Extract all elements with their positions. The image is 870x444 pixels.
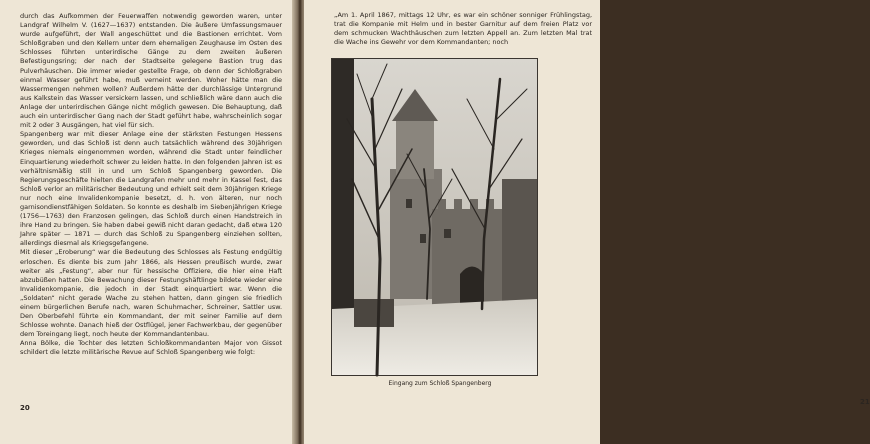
castle-entrance-photo xyxy=(331,58,538,376)
left-page-text xyxy=(20,12,282,358)
photo-caption: Eingang zum Schloß Spangenberg xyxy=(388,380,492,387)
paragraph: „Am 1. April 1867, mittags 12 Uhr, es war ein schöner sonniger Frühlingstag, trat die Kompanie mit Helm und in bester Garnitur auf dem freien Platz vor dem schmucken Wachthäuschen zum letzten Appell an. Zum letzten Mal trat die Wache ins Gewehr vor dem Kommandanten; noch xyxy=(334,11,592,47)
paragraph: Mit dieser „Eroberung“ war die Bedeutung des Schlosses als Festung endgültig erloschen. Es diente bis zum Jahr 1866, als Hessen preußisch wurde, zwar weiter als „Festung“, aber nur für hessische Offiziere, die hier eine Haft abzubüßen hatten. Die Bewachung dieser Festungshäftlinge bildete wieder eine Invalidenkompanie, die jedoch in der Stadt einquartiert war. Wenn die „Soldaten“ nicht gerade Wache zu stehen hatten, dann gingen sie friedlich einem bürgerlichen Berufe nach, waren Schuhmacher, Schreiner, Sattler usw. Den Oberbefehl führte ein Kommandant, der mit seiner Familie auf dem Schlosse wohnte. Danach hieß der Ostflügel, jener Fachwerkbau, der gegenüber dem Toreingang liegt, noch heute der Kommandantenbau. xyxy=(20,248,282,339)
paragraph: Anna Bölke, die Tochter des letzten Schloßkommandanten Major von Gissot schildert die letzte militärische Revue auf Schloß Spangenberg wie folgt: xyxy=(20,339,282,357)
left-page xyxy=(0,0,296,444)
right-page-text xyxy=(334,11,592,47)
paragraph: Spangenberg war mit dieser Anlage eine der stärksten Festungen Hessens geworden, und das Schloß ist denn auch tatsächlich während des 30jährigen Krieges niemals eingenommen worden, während die Stadt unter feindlicher Einquartierung wiederholt schwer zu leiden hatte. In den folgenden Jahren ist es verhältnismäßig still in und um Schloß Spangenberg geworden. Die Regierungsgeschäfte hielten die Landgrafen mehr und mehr in Kassel fest, das Schloß verlor an militärischer Bedeutung und erhielt seit dem 30jährigen Kriege nur noch eine Invalidenkompanie besetzt, d. h. von älteren, nur noch garnisondienstfähigen Soldaten. So konnte es deshalb im Siebenjährigen Kriege (1756—1763) den Franzosen gelingen, das Schloß durch einen Handstreich in ihre Hand zu bringen. Sie haben dabei gewiß nicht daran gedacht, daß etwa 120 Jahre später — 1871 — durch das Schloß zu Spangenberg einziehen sollten, allerdings diesmal als Kriegsgefangene. xyxy=(20,130,282,248)
paragraph: durch das Aufkommen der Feuerwaffen notwendig geworden waren, unter Landgraf Wilhelm V. (1627—1637) entstanden. Die äußere Umfassungsmauer wurde aufgeführt, der Wall angeschüttet und die Bastionen errichtet. Vom Schloßgraben und den Kellern unter dem ehemaligen Zeughause im Osten des Schlosses führten unterirdische Gänge zu dem zweiten äußeren Befestigungsring; der nach der Stadtseite gelegene Bastion trug das Pulverhäuschen. Die immer wieder gestellte Frage, ob denn der Schloßgraben einmal Wasser geführt habe, muß verneint werden. Woher hätte man die Wassermengen nehmen wollen? Außerdem hätte der durchlässige Untergrund aus Kalkstein das Wasser versickern lassen, und schließlich wäre dann auch die Anlage der unterirdischen Gänge nicht möglich gewesen. Die Behauptung, daß auch ein unterirdischer Gang nach der Stadt geführt habe, wahrscheinlich sogar mit 2 oder 3 Ausgängen, hat viel für sich. xyxy=(20,12,282,130)
right-page xyxy=(304,0,870,444)
page-number: 21 xyxy=(860,398,870,406)
page-number: 20 xyxy=(20,404,30,412)
castle-photo-illustration xyxy=(332,59,537,375)
